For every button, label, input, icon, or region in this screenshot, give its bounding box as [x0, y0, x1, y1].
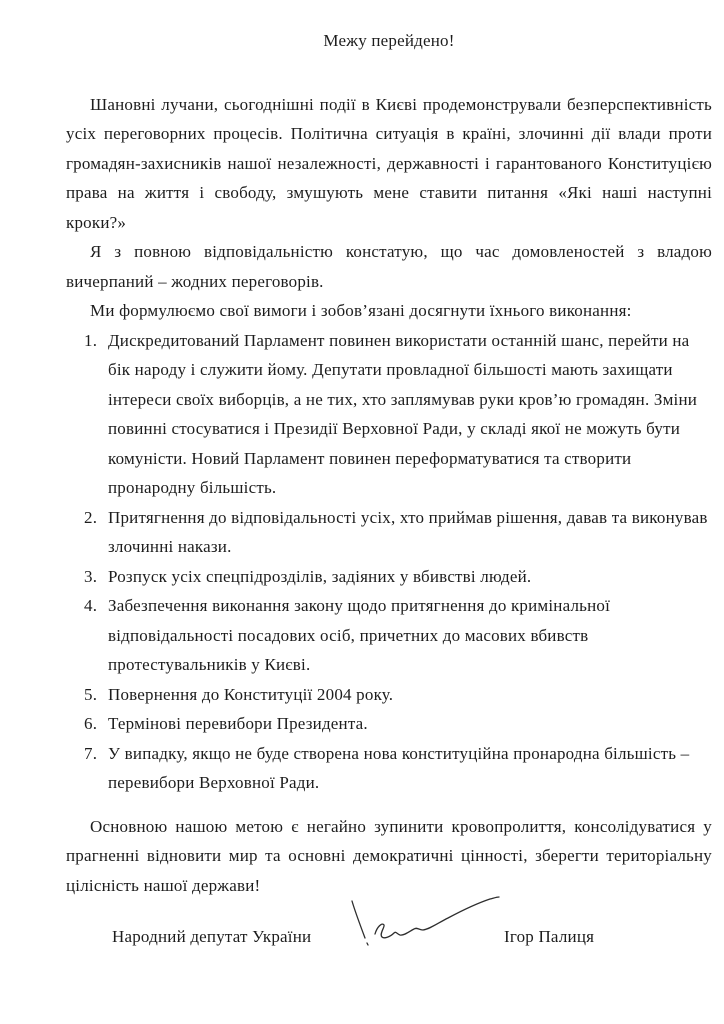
- paragraph-closing: Основною нашою метою є негайно зупинити кровопролиття, консолідуватися у прагненні відновити мир та основні демократичні цінності, зберегти територіальну цілісність нашої держави!: [66, 816, 712, 895]
- paragraph-statement: Я з повною відповідальністю констатую, що час домовленостей з владою вичерпаний – жодних переговорів.: [66, 242, 712, 291]
- demand-text: Повернення до Конституції 2004 року.: [108, 684, 394, 704]
- demand-item-3: [66, 562, 712, 592]
- signatory-role: Народний депутат України: [112, 927, 312, 946]
- demand-item-4: [66, 591, 712, 680]
- signatory-name: Ігор Палиця: [504, 927, 595, 946]
- demand-text: Забезпечення виконання закону щодо притягнення до кримінальної відповідальності посадових осіб, причетних до масових вбивств протестувальників у Києві.: [108, 596, 611, 674]
- document-title: [66, 26, 712, 56]
- demand-text: Притягнення до відповідальності усіх, хто приймав рішення, давав та виконував злочинні накази.: [108, 507, 708, 556]
- demand-item-7: [66, 739, 712, 798]
- demand-text: У випадку, якщо не буде створена нова конституційна пронародна більшість – перевибори Верховної Ради.: [108, 743, 690, 792]
- demand-number: 4.: [84, 596, 98, 615]
- document-title-text: Межу перейдено!: [323, 31, 455, 50]
- signature-scribble: [338, 894, 508, 954]
- demand-number: 2.: [84, 507, 98, 527]
- signature-block: [66, 922, 712, 1002]
- demand-number: 6.: [84, 714, 98, 733]
- demand-number: 5.: [84, 684, 98, 704]
- demand-item-1: [66, 326, 712, 503]
- demand-item-2: [66, 503, 712, 562]
- demand-text: Дискредитований Парламент повинен використати останній шанс, перейти на бік народу і служити йому. Депутати провладної більшості мають захищати інтереси своїх виборців, а не тих, хто заплямував руки кров’ю громадян. Зміни повинні стосуватися і Президії Верховної Ради, у складі якої не можуть бути комуністи. Новий Парламент повинен переформатуватися та створити пронародну більшість.: [108, 330, 698, 497]
- paragraph-intro: Шановні лучани, сьогоднішні події в Києві продемонстрували безперспективність усіх переговорних процесів. Політична ситуація в країні, злочинні дії влади проти громадян-захисників нашої незалежності, державності і гарантованого Конституцією права на життя і свободу, змушують мене ставити питання «Які наші наступні кроки?»: [66, 94, 712, 232]
- demand-item-6: [66, 709, 712, 739]
- demands-list: [66, 326, 712, 798]
- demand-item-5: [66, 680, 712, 710]
- demand-number: 7.: [84, 743, 98, 763]
- demand-number: 1.: [84, 330, 98, 350]
- demand-text: Розпуск усіх спецпідрозділів, задіяних у вбивстві людей.: [108, 566, 532, 586]
- demand-number: 3.: [84, 566, 98, 586]
- demand-text: Термінові перевибори Президента.: [108, 714, 368, 733]
- paragraph-demands-lead: Ми формулюємо свої вимоги і зобов’язані досягнути їхнього виконання:: [90, 301, 632, 320]
